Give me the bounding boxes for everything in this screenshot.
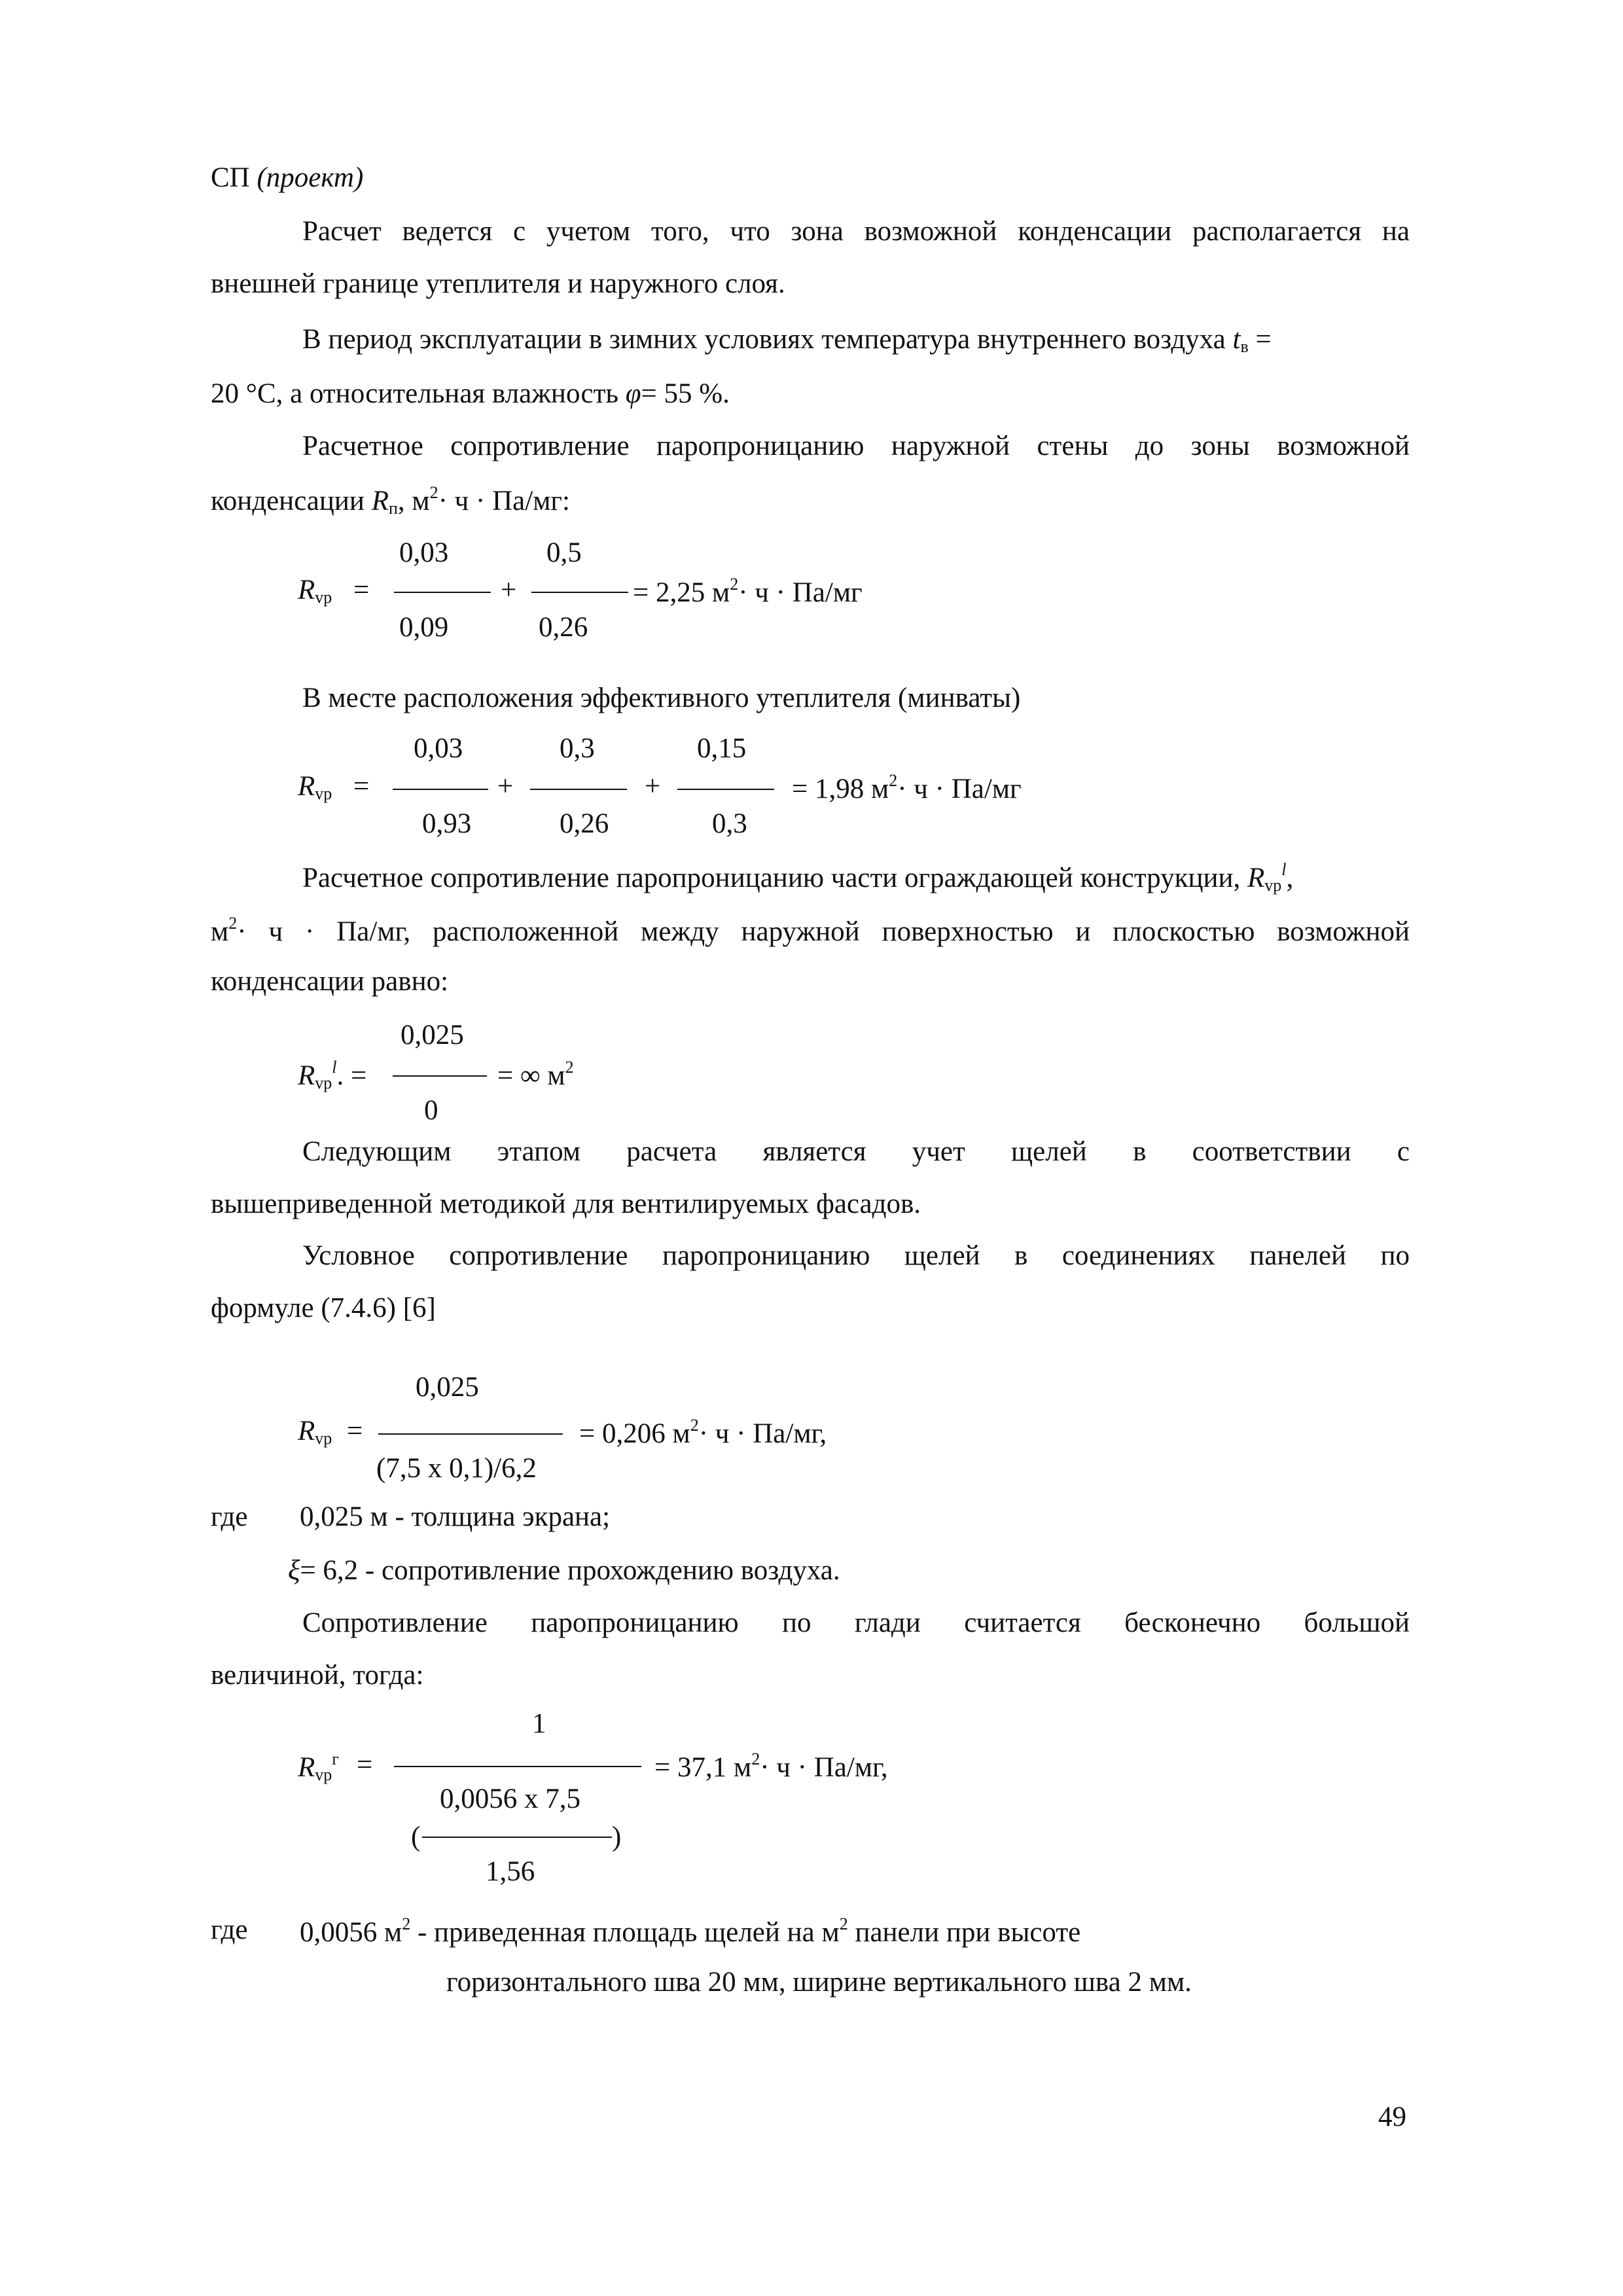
header-sp: СП: [211, 162, 250, 193]
paragraph-5-unit: м: [211, 916, 229, 947]
paragraph-5-comma: ,: [1286, 863, 1294, 893]
formula-5-R: R: [298, 1752, 315, 1783]
formula-1-den-1: 0,09: [399, 612, 449, 643]
formula-1-den-2: 0,26: [539, 612, 588, 643]
formula-2-R: R: [298, 771, 315, 802]
formula-3-fraction-bar: [393, 1075, 487, 1077]
formula-4-R-sub: vp: [315, 1429, 332, 1448]
paragraph-3-text: конденсации: [211, 486, 372, 516]
where-2-line-1: [300, 1916, 1080, 1946]
formula-1-result-sup: 2: [730, 575, 739, 594]
formula-2-den-1: 0,93: [422, 808, 472, 839]
paragraph-6-line-1: Следующим этапом расчета является учет щелей в соответствии с: [302, 1136, 1410, 1167]
formula-5-result: [654, 1751, 888, 1782]
formula-5-paren-left: (: [411, 1821, 421, 1852]
where-2-text: - приведенная площадь щелей на м: [410, 1917, 840, 1948]
unit-text-2: · ч · Па/мг:: [438, 486, 571, 516]
formula-5-fraction-bar: [394, 1766, 641, 1767]
paragraph-5-R-sub: vp: [1264, 876, 1282, 895]
where-1-label: где: [211, 1501, 248, 1532]
paragraph-5-R-sup: l: [1281, 860, 1287, 879]
paragraph-5-line-3: конденсации равно:: [211, 966, 449, 997]
formula-4-lhs: [298, 1417, 332, 1447]
paragraph-7-line-2: формуле (7.4.6) [6]: [211, 1293, 436, 1323]
variable-xi: ξ: [288, 1555, 300, 1586]
formula-5-result-value: = 37,1 м: [654, 1752, 752, 1783]
formula-2-fraction-bar-2: [530, 789, 627, 790]
formula-4-result-sup: 2: [690, 1416, 699, 1435]
paragraph-7-line-1: Условное сопротивление паропроницанию щелей в соединениях панелей по: [302, 1240, 1410, 1271]
paragraph-5-line-1: [302, 861, 1410, 894]
where-1-text: 0,025 м - толщина экрана;: [300, 1501, 611, 1532]
formula-2-plus-1: +: [497, 771, 514, 802]
formula-4-result: [579, 1417, 827, 1448]
formula-3-result-value: = ∞ м: [497, 1060, 565, 1091]
formula-5-result-unit: · ч · Па/мг,: [760, 1752, 888, 1783]
formula-4-fraction-bar: [378, 1433, 563, 1435]
formula-2-num-2: 0,3: [560, 733, 595, 764]
formula-3-R-sub: vp: [315, 1073, 332, 1092]
formula-2-result-unit: · ч · Па/мг: [897, 774, 1022, 804]
formula-2-den-3: 0,3: [712, 808, 747, 839]
formula-1-result-unit: · ч · Па/мг: [738, 577, 863, 608]
formula-2-result-value: = 1,98 м: [792, 774, 889, 804]
formula-1-result: [633, 576, 863, 607]
humidity-value: = 55 %.: [641, 378, 730, 409]
formula-2-R-sub: vp: [315, 784, 332, 803]
formula-4-num: 0,025: [416, 1372, 479, 1403]
paragraph-5-text-2: · ч · Па/мг, расположенной между наружной поверхностью и плоскостью возможной: [237, 916, 1410, 947]
paragraph-2-text: В период эксплуатации в зимних условиях температура внутреннего воздуха: [302, 324, 1233, 355]
where-1-line-2: [288, 1556, 840, 1585]
where-2-text-sup: 2: [839, 1914, 848, 1933]
formula-2-den-2: 0,26: [560, 808, 609, 839]
formula-1-plus: +: [501, 575, 517, 605]
variable-t: t: [1232, 324, 1241, 355]
paragraph-5-unit-sup: 2: [228, 914, 238, 933]
formula-4-R: R: [298, 1416, 315, 1446]
formula-2-fraction-bar-1: [393, 789, 488, 790]
header-project: (проект): [257, 162, 364, 193]
formula-5-den-top: 0,0056 х 7,5: [440, 1784, 580, 1814]
formula-5-R-sub: vp: [315, 1765, 332, 1784]
where-2-area-sup: 2: [402, 1914, 411, 1933]
formula-5-paren-right: ): [612, 1821, 622, 1852]
paragraph-2-line-2: [211, 380, 730, 408]
formula-1-fraction-bar-2: [531, 592, 628, 593]
paragraph-3-line-2: [211, 484, 570, 517]
formula-3-lhs: [298, 1059, 366, 1092]
unit-superscript: 2: [429, 483, 438, 502]
formula-5-R-sup: г: [332, 1749, 339, 1768]
equals-sign: =: [1248, 324, 1272, 355]
formula-5-eq: =: [357, 1749, 373, 1780]
variable-R: R: [371, 486, 389, 516]
paragraph-4: В месте расположения эффективного утеплителя (минваты): [302, 683, 1021, 713]
formula-3-R-sup: l: [332, 1058, 337, 1077]
where-2-text-2: панели при высоте: [847, 1917, 1081, 1948]
paragraph-5-R: R: [1247, 863, 1265, 893]
formula-2-num-1: 0,03: [414, 733, 463, 764]
paragraph-1-line-1: Расчет ведется с учетом того, что зона возможной конденсации располагается на: [302, 216, 1410, 247]
variable-phi: φ: [625, 378, 641, 409]
paragraph-8-line-1: Сопротивление паропроницанию по глади считается бесконечно большой: [302, 1607, 1410, 1638]
paragraph-1-line-2: внешней границе утеплителя и наружного слоя.: [211, 268, 785, 299]
formula-3-result: [497, 1059, 574, 1090]
formula-5-inner-fraction-bar: [422, 1837, 612, 1838]
formula-2-eq: =: [353, 771, 370, 802]
formula-4-result-value: = 0,206 м: [579, 1418, 690, 1449]
formula-1-lhs: [298, 576, 332, 606]
formula-1-R: R: [298, 575, 315, 605]
formula-1-R-sub: vp: [315, 588, 332, 607]
paragraph-5-line-2: [211, 915, 1410, 946]
formula-5-result-sup: 2: [751, 1749, 760, 1768]
page-number: 49: [1378, 2102, 1406, 2132]
where-2-line-2: горизонтального шва 20 мм, ширине вертикального шва 2 мм.: [446, 1967, 1192, 1998]
variable-t-subscript: в: [1240, 337, 1249, 356]
formula-5-lhs: [298, 1751, 339, 1784]
formula-2-num-3: 0,15: [697, 733, 747, 764]
unit-text: , м: [397, 486, 430, 516]
formula-3-num: 0,025: [401, 1020, 464, 1050]
formula-4-den: (7,5 х 0,1)/6,2: [376, 1453, 537, 1484]
variable-R-subscript: п: [388, 499, 398, 518]
paragraph-3-line-1: Расчетное сопротивление паропроницанию наружной стены до зоны возможной: [302, 431, 1410, 461]
formula-4-result-unit: · ч · Па/мг,: [698, 1418, 827, 1449]
formula-4-eq: =: [347, 1416, 363, 1446]
paragraph-6-line-2: вышеприведенной методикой для вентилируемых фасадов.: [211, 1189, 921, 1219]
formula-3-result-sup: 2: [565, 1058, 574, 1077]
formula-2-fraction-bar-3: [677, 789, 774, 790]
formula-3-R: R: [298, 1060, 315, 1091]
formula-3-den: 0: [424, 1095, 438, 1126]
formula-5-den-bottom: 1,56: [486, 1856, 535, 1887]
page-header: [211, 164, 363, 192]
where-2-label: где: [211, 1914, 248, 1945]
formula-1-num-2: 0,5: [546, 537, 582, 568]
formula-5-num: 1: [532, 1708, 546, 1739]
paragraph-2-line-1: [302, 325, 1410, 355]
formula-2-result-sup: 2: [889, 771, 898, 790]
where-1-text-2: = 6,2 - сопротивление прохождению воздуха.: [300, 1555, 840, 1586]
formula-3-eq: . =: [336, 1060, 367, 1091]
formula-1-result-value: = 2,25 м: [633, 577, 730, 608]
formula-2-lhs: [298, 772, 332, 802]
where-2-area: 0,0056 м: [300, 1917, 402, 1948]
paragraph-2-text-2: 20 °С, а относительная влажность: [211, 378, 626, 409]
formula-2-plus-2: +: [645, 771, 661, 802]
formula-1-num-1: 0,03: [399, 537, 449, 568]
paragraph-5-text: Расчетное сопротивление паропроницанию части ограждающей конструкции,: [302, 863, 1248, 893]
formula-1-eq: =: [353, 575, 370, 605]
paragraph-8-line-2: величиной, тогда:: [211, 1660, 424, 1691]
formula-1-fraction-bar-1: [394, 592, 491, 593]
formula-2-result: [792, 772, 1022, 803]
